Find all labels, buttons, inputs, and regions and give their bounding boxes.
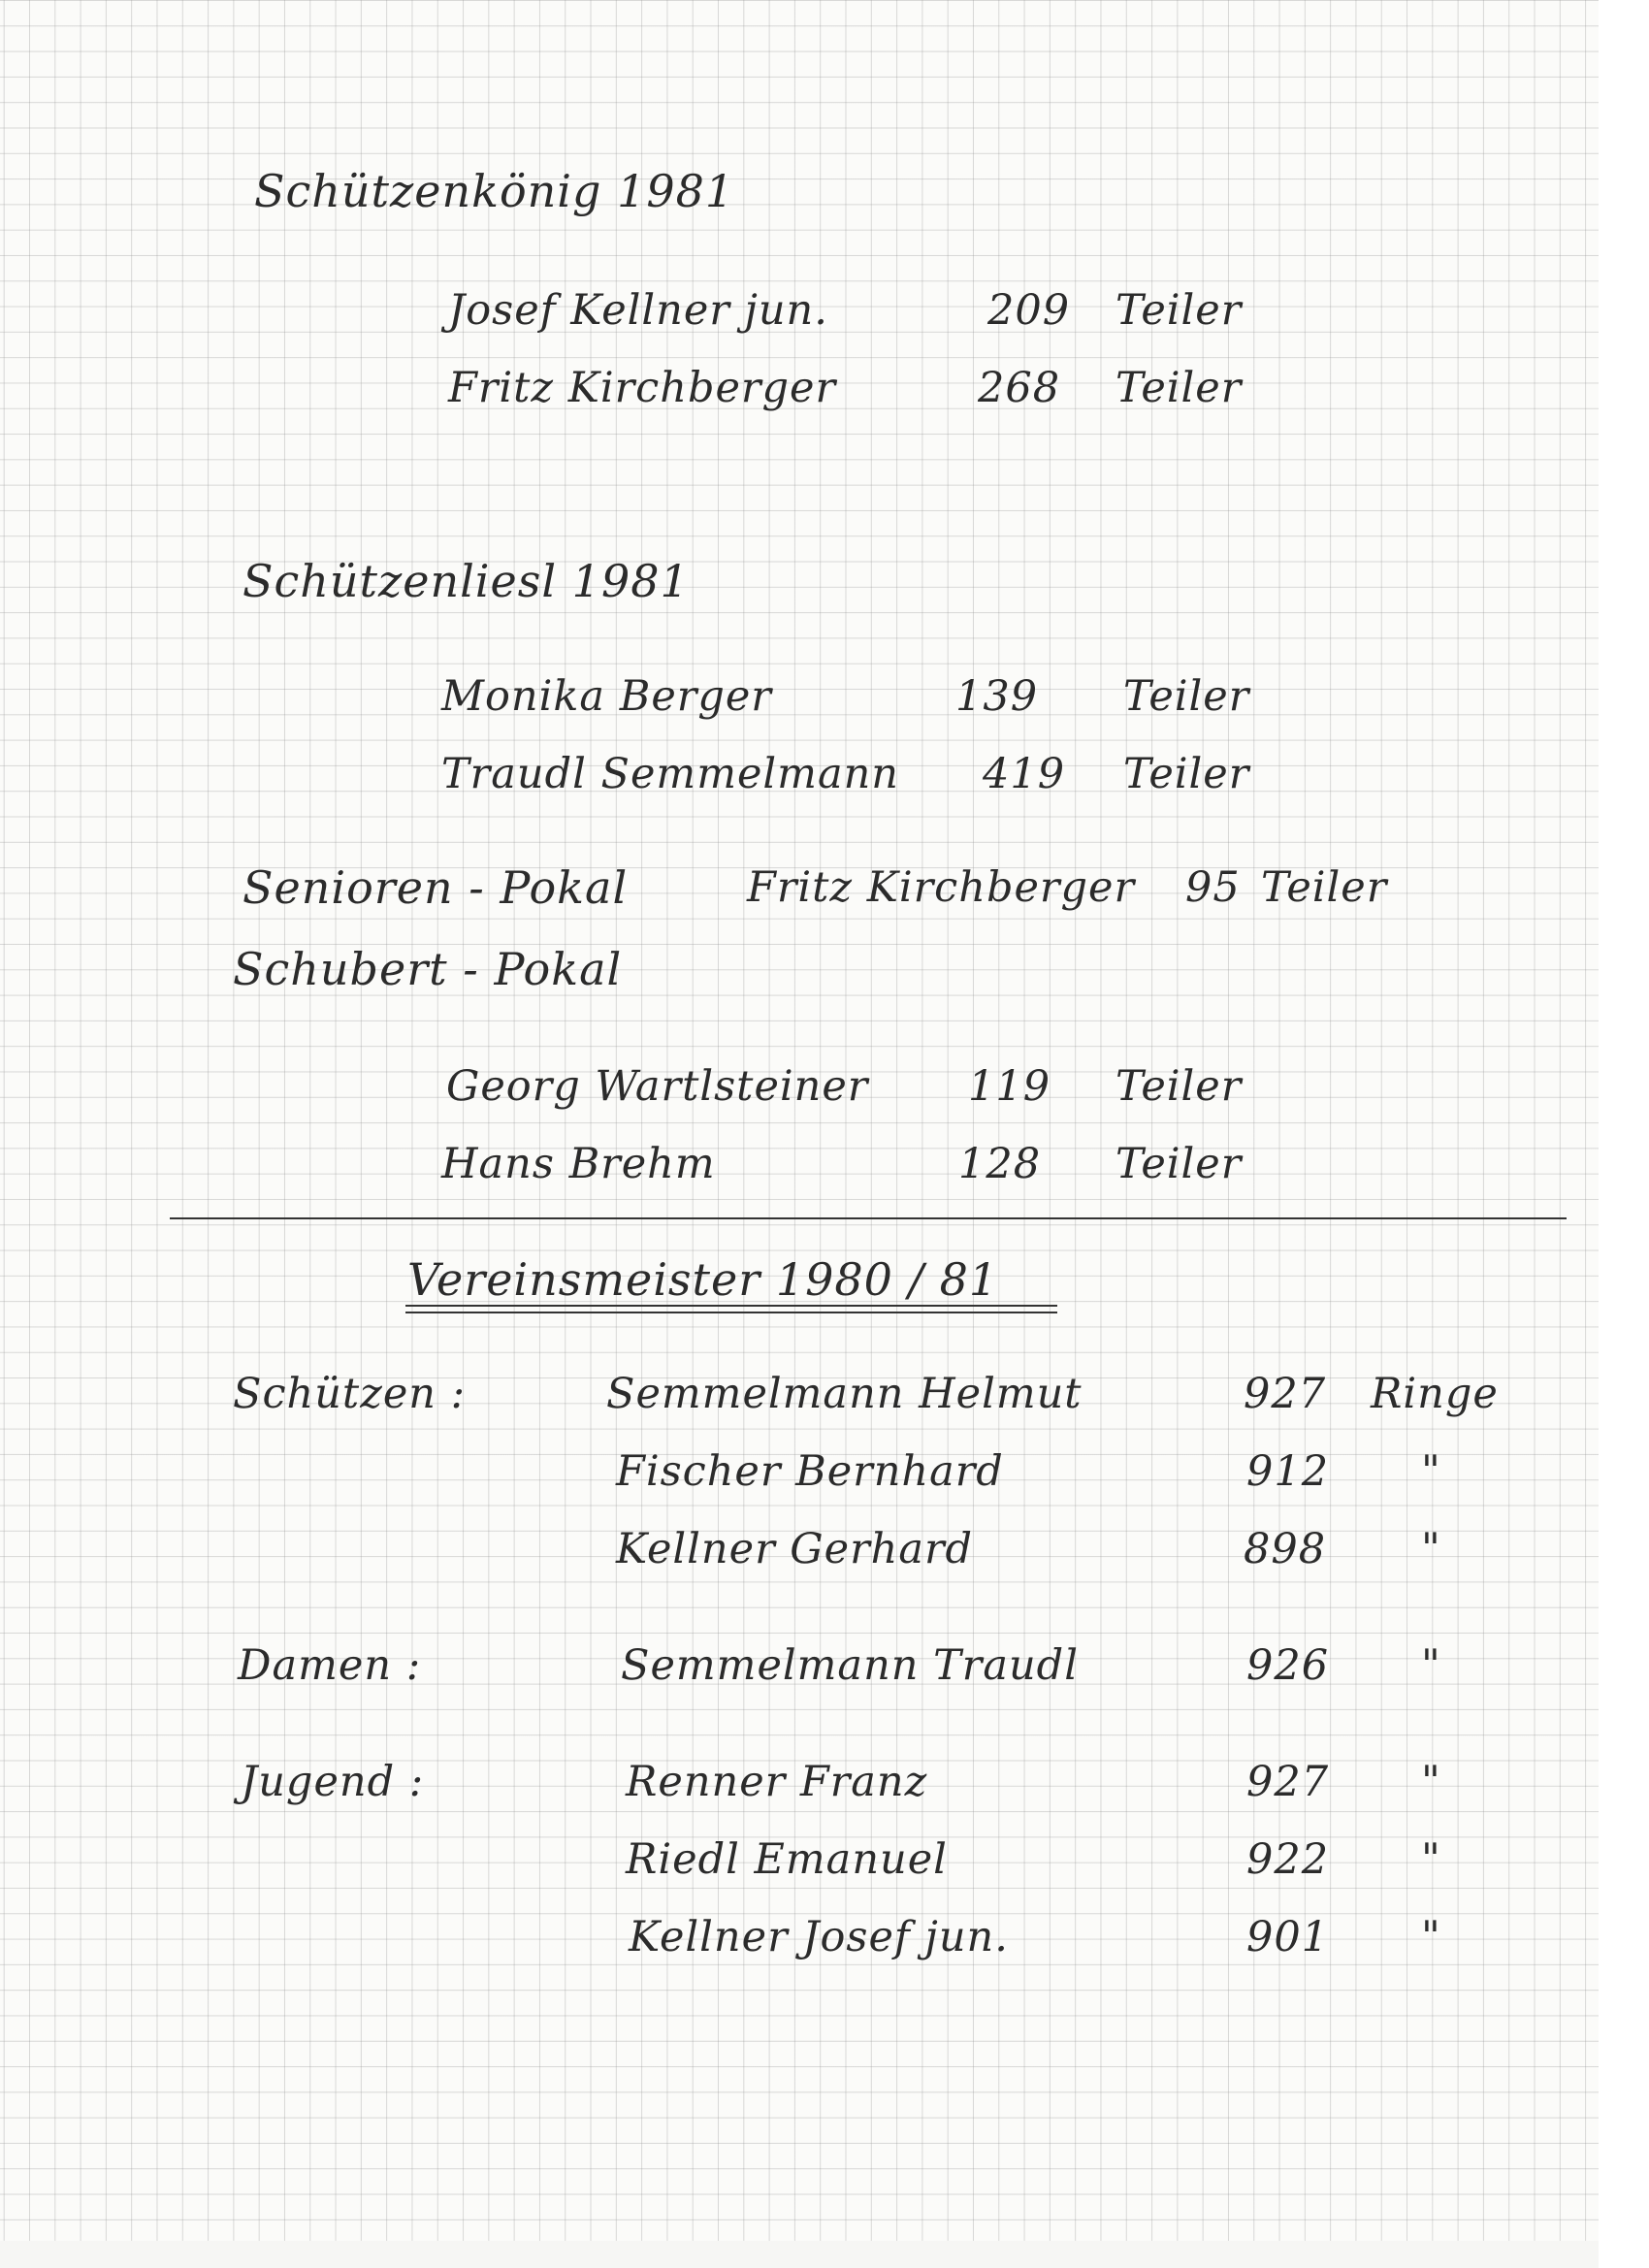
senioren-name: Fritz Kirchberger bbox=[747, 863, 1136, 912]
liesl-unit-2: Teiler bbox=[1123, 750, 1250, 798]
koenig-score-1: 209 bbox=[987, 286, 1071, 335]
vm-schuetzen-score-1: 927 bbox=[1244, 1370, 1327, 1418]
koenig-unit-2: Teiler bbox=[1116, 364, 1243, 412]
vm-jugend-unit-1: " bbox=[1421, 1758, 1441, 1806]
senioren-score: 95 bbox=[1185, 863, 1241, 912]
schubert-unit-2: Teiler bbox=[1116, 1140, 1243, 1188]
schubert-unit-1: Teiler bbox=[1116, 1062, 1243, 1111]
koenig-unit-1: Teiler bbox=[1116, 286, 1243, 335]
vm-schuetzen-unit-2: " bbox=[1421, 1447, 1441, 1496]
vm-jugend-unit-2: " bbox=[1421, 1835, 1441, 1884]
liesl-name-1: Monika Berger bbox=[441, 672, 772, 721]
schubert-score-1: 119 bbox=[968, 1062, 1051, 1111]
group-label-damen: Damen : bbox=[238, 1641, 422, 1690]
vm-damen-score-1: 926 bbox=[1246, 1641, 1330, 1690]
schubert-score-2: 128 bbox=[958, 1140, 1042, 1188]
vm-jugend-name-2: Riedl Emanuel bbox=[626, 1835, 948, 1884]
page-margin bbox=[1599, 0, 1649, 2268]
vm-jugend-unit-3: " bbox=[1421, 1913, 1441, 1961]
vm-damen-name-1: Semmelmann Traudl bbox=[621, 1641, 1079, 1690]
vm-schuetzen-name-3: Kellner Gerhard bbox=[616, 1525, 974, 1573]
koenig-score-2: 268 bbox=[978, 364, 1061, 412]
group-label-schuetzen: Schützen : bbox=[233, 1370, 467, 1418]
liesl-name-2: Traudl Semmelmann bbox=[441, 750, 899, 798]
liesl-unit-1: Teiler bbox=[1123, 672, 1250, 721]
vm-damen-unit-1: " bbox=[1421, 1641, 1441, 1690]
vm-jugend-score-2: 922 bbox=[1246, 1835, 1330, 1884]
vm-jugend-name-3: Kellner Josef jun. bbox=[629, 1913, 1009, 1961]
vm-schuetzen-unit-1: Ringe bbox=[1371, 1370, 1499, 1418]
senioren-unit: Teiler bbox=[1261, 863, 1388, 912]
vm-jugend-score-1: 927 bbox=[1246, 1758, 1330, 1806]
vm-schuetzen-score-2: 912 bbox=[1246, 1447, 1330, 1496]
section-divider bbox=[170, 1217, 1567, 1219]
section-title-schuetzenkoenig: Schützenkönig 1981 bbox=[254, 165, 735, 217]
vm-schuetzen-name-1: Semmelmann Helmut bbox=[606, 1370, 1083, 1418]
section-title-senioren-pokal: Senioren - Pokal bbox=[242, 861, 629, 914]
title-underline-2 bbox=[405, 1312, 1057, 1313]
vm-jugend-name-1: Renner Franz bbox=[626, 1758, 928, 1806]
section-title-vereinsmeister: Vereinsmeister 1980 / 81 bbox=[407, 1253, 999, 1306]
schubert-name-2: Hans Brehm bbox=[441, 1140, 716, 1188]
koenig-name-2: Fritz Kirchberger bbox=[448, 364, 837, 412]
vm-jugend-score-3: 901 bbox=[1246, 1913, 1330, 1961]
group-label-jugend: Jugend : bbox=[241, 1758, 425, 1806]
liesl-score-2: 419 bbox=[983, 750, 1066, 798]
liesl-score-1: 139 bbox=[955, 672, 1039, 721]
title-underline-1 bbox=[405, 1305, 1057, 1307]
vm-schuetzen-unit-3: " bbox=[1421, 1525, 1441, 1573]
section-title-schubert-pokal: Schubert - Pokal bbox=[233, 943, 623, 995]
vm-schuetzen-score-3: 898 bbox=[1244, 1525, 1327, 1573]
schubert-name-1: Georg Wartlsteiner bbox=[446, 1062, 869, 1111]
section-title-schuetzenliesl: Schützenliesl 1981 bbox=[242, 555, 690, 607]
vm-schuetzen-name-2: Fischer Bernhard bbox=[616, 1447, 1004, 1496]
koenig-name-1: Josef Kellner jun. bbox=[448, 286, 828, 335]
